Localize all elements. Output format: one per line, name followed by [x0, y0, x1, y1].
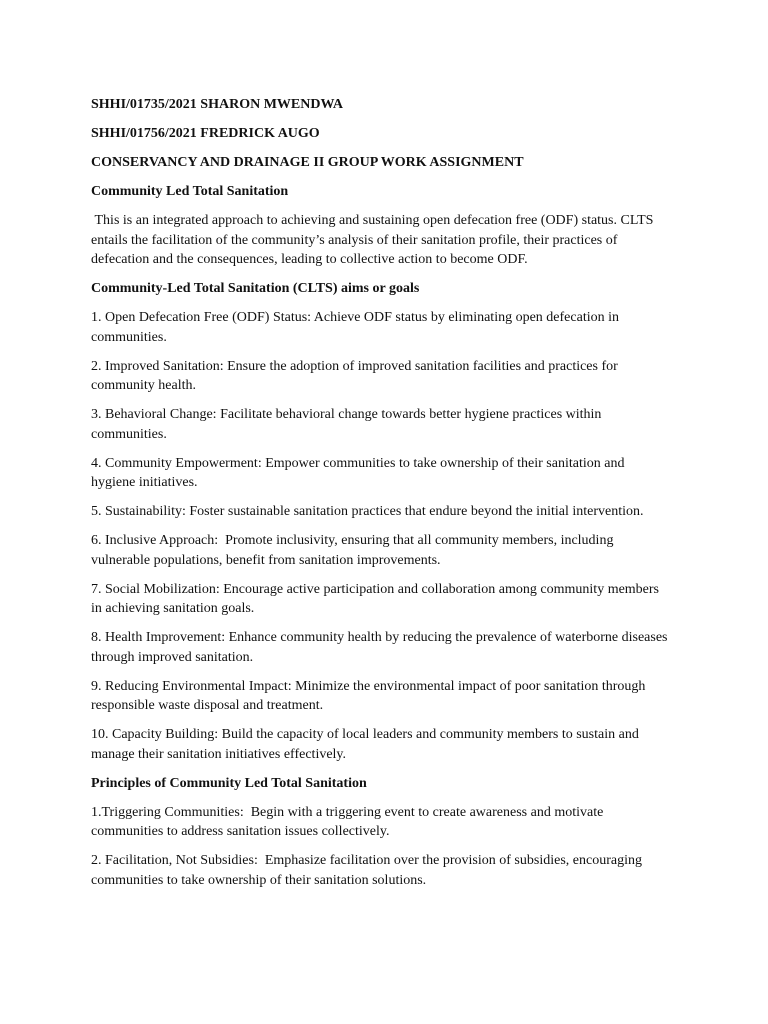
goal-item: 7. Social Mobilization: Encourage active participation and collaboration among community members in achieving sanitation goals.	[91, 581, 660, 616]
goal-item: 3. Behavioral Change: Facilitate behavioral change towards better hygiene practices within communities.	[91, 407, 602, 442]
goal-item: 9. Reducing Environmental Impact: Minimize the environmental impact of poor sanitation through responsible waste disposal and treatment.	[91, 678, 646, 713]
section-heading-goals: Community-Led Total Sanitation (CLTS) aims or goals	[91, 281, 420, 296]
goal-item: 4. Community Empowerment: Empower communities to take ownership of their sanitation and hygiene initiatives.	[91, 455, 625, 490]
author-line: SHHI/01735/2021 SHARON MWENDWA	[91, 97, 344, 112]
goal-item: 5. Sustainability: Foster sustainable sanitation practices that endure beyond the initial intervention.	[91, 504, 644, 519]
assignment-title: CONSERVANCY AND DRAINAGE II GROUP WORK ASSIGNMENT	[91, 155, 524, 170]
goal-item: 2. Improved Sanitation: Ensure the adoption of improved sanitation facilities and practices for community health.	[91, 358, 618, 393]
goal-item: 6. Inclusive Approach: Promote inclusivity, ensuring that all community members, including vulnerable populations, benefit from sanitation improvements.	[91, 533, 617, 568]
section-heading-principles: Principles of Community Led Total Sanitation	[91, 775, 367, 791]
section-heading-clts: Community Led Total Sanitation	[91, 184, 289, 199]
goal-item: 10. Capacity Building: Build the capacity of local leaders and community members to sustain and manage their sanitation initiatives effectively.	[91, 727, 639, 762]
goal-item: 1. Open Defecation Free (ODF) Status: Achieve ODF status by eliminating open defecation in communities.	[91, 310, 619, 345]
principle-item: 1.Triggering Communities: Begin with a triggering event to create awareness and motivate communities to address sanitation issues collectively.	[91, 804, 607, 839]
intro-paragraph: This is an integrated approach to achieving and sustaining open defecation free (ODF) status. CLTS entails the facilitation of the community’s analysis of their sanitation profile, their practices of defecation and the consequences, leading to collective action to become ODF.	[91, 213, 657, 267]
principle-item: 2. Facilitation, Not Subsidies: Emphasize facilitation over the provision of subsidies, encouraging communities to take ownership of their sanitation solutions.	[91, 853, 646, 888]
author-line: SHHI/01756/2021 FREDRICK AUGO	[91, 126, 320, 141]
goal-item: 8. Health Improvement: Enhance community health by reducing the prevalence of waterborne diseases through improved sanitation.	[91, 630, 668, 665]
